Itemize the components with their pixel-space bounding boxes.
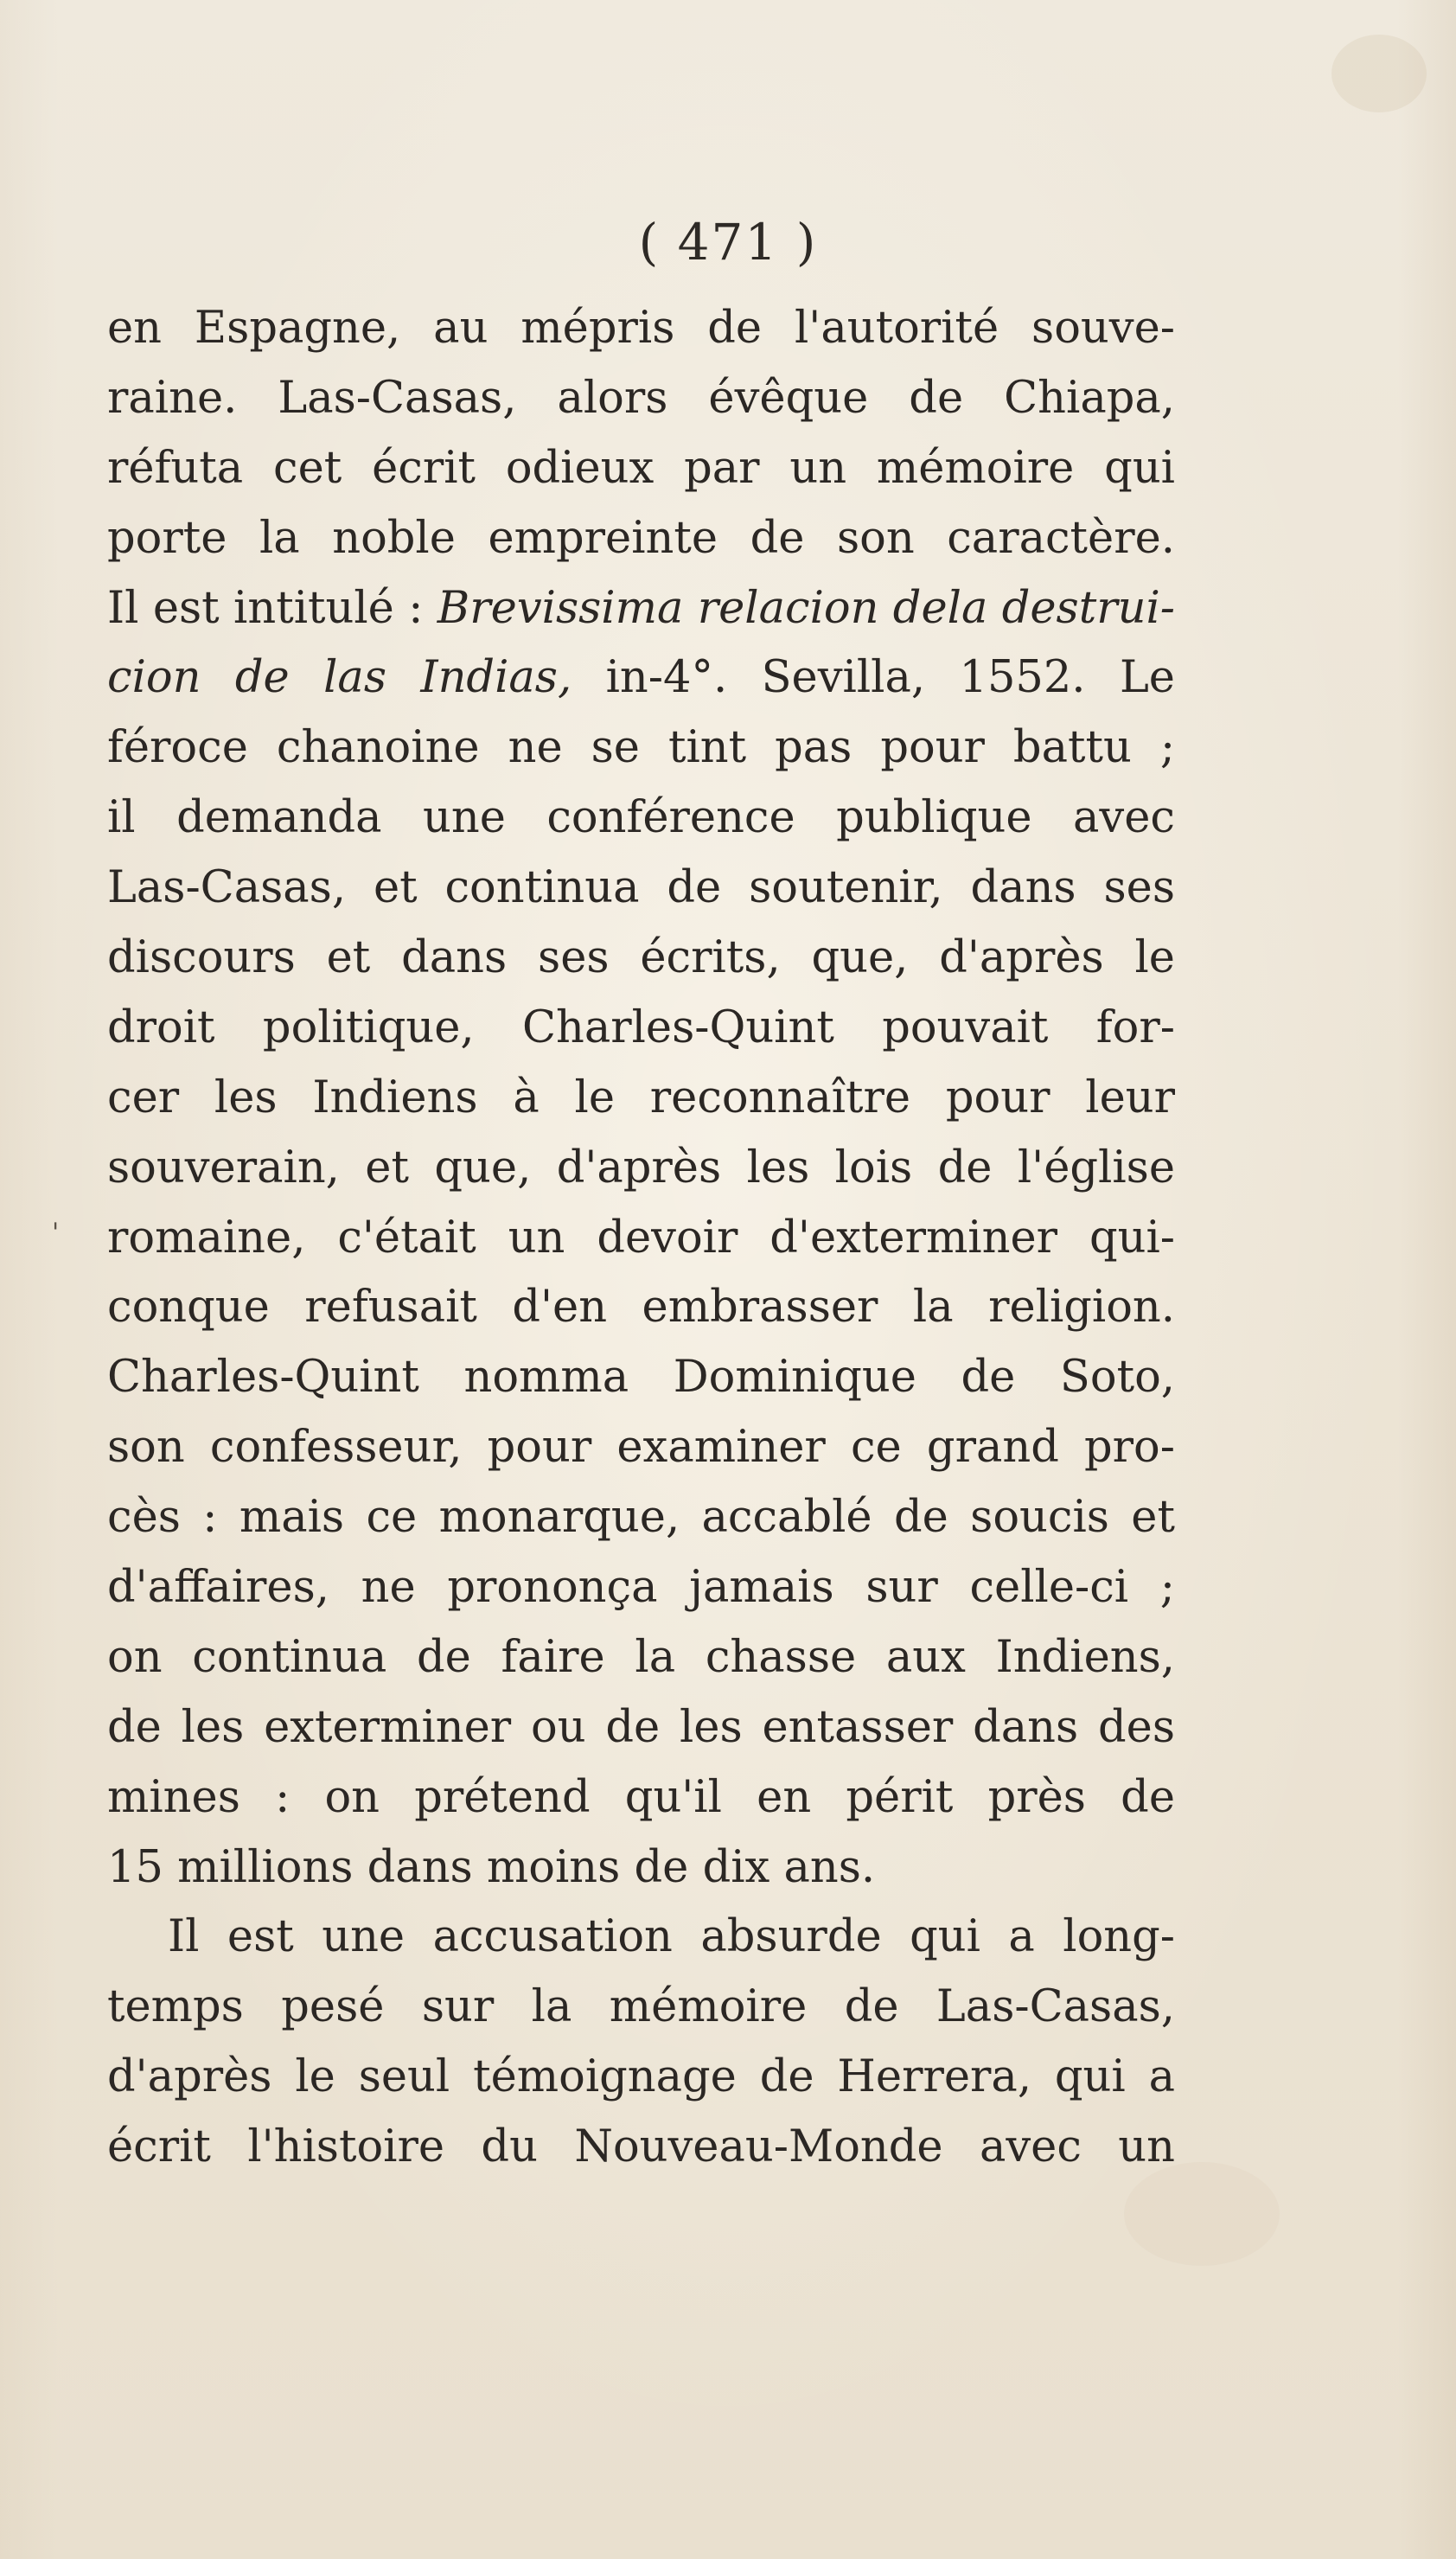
text-line: conque refusait d'en embrasser la religion. — [107, 1282, 1175, 1334]
text-line — [107, 574, 1175, 644]
text-line: cer les Indiens à le reconnaître pour leur — [107, 1072, 1175, 1123]
text-line: mines : on prétend qu'il en périt près de — [107, 1771, 1175, 1823]
page-number: ( 471 ) — [638, 213, 818, 272]
text-line: en Espagne, au mépris de l'autorité souve- — [107, 303, 1175, 354]
text-line: réfuta cet écrit odieux par un mémoire qui — [107, 442, 1175, 494]
text-line: 15 millions dans moins de dix ans. — [107, 1841, 876, 1893]
text-line: temps pesé sur la mémoire de Las-Casas, — [107, 1981, 1175, 2033]
text-line: son confesseur, pour examiner ce grand pro- — [107, 1422, 1175, 1474]
text-run: Il est intitulé : — [107, 582, 437, 634]
text-line: porte la noble empreinte de son caractère. — [107, 512, 1175, 564]
text-line: on continua de faire la chasse aux Indiens, — [107, 1631, 1175, 1683]
text-line: d'après le seul témoignage de Herrera, qui a — [107, 2051, 1175, 2103]
paper-stain — [1331, 35, 1427, 112]
body-text — [107, 294, 1175, 2183]
text-line: discours et dans ses écrits, que, d'après le — [107, 932, 1175, 984]
margin-mark: ' — [52, 1218, 60, 1248]
text-line: raine. Las-Casas, alors évêque de Chiapa, — [107, 372, 1175, 424]
text-line: d'affaires, ne prononça jamais sur celle-ci ; — [107, 1562, 1175, 1614]
text-line: romaine, c'était un devoir d'exterminer qui- — [107, 1212, 1175, 1264]
text-line: Il est une accusation absurde qui a long- — [168, 1911, 1175, 1963]
book-title-italic: Brevissima relacion dela destrui- — [437, 582, 1175, 634]
text-line: de les exterminer ou de les entasser dans des — [107, 1701, 1175, 1753]
text-line: il demanda une conférence publique avec — [107, 792, 1175, 844]
text-line: écrit l'histoire du Nouveau-Monde avec un — [107, 2121, 1175, 2173]
text-line: droit politique, Charles-Quint pouvait for- — [107, 1001, 1175, 1053]
book-title-italic: cion de las Indias, — [107, 652, 572, 704]
text-line: féroce chanoine ne se tint pas pour battu ; — [107, 722, 1175, 774]
text-line: Charles-Quint nomma Dominique de Soto, — [107, 1352, 1175, 1404]
text-line: cès : mais ce monarque, accablé de soucis et — [107, 1492, 1175, 1544]
text-line: Las-Casas, et continua de soutenir, dans ses — [107, 862, 1175, 914]
text-line — [107, 643, 1175, 713]
text-line: souverain, et que, d'après les lois de l'église — [107, 1142, 1175, 1193]
text-run: in-4°. Sevilla, 1552. Le — [572, 652, 1175, 704]
